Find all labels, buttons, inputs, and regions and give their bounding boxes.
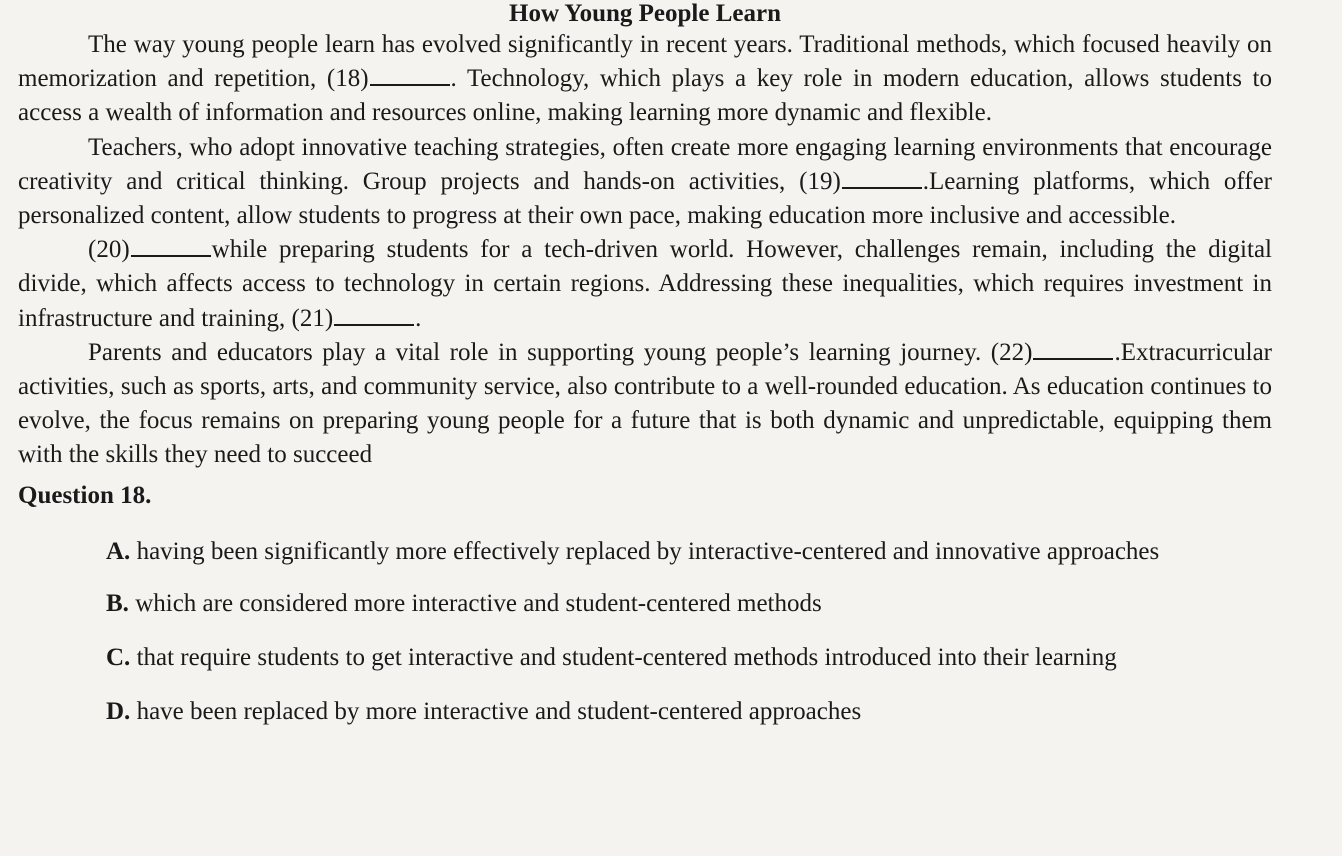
paragraph-4 <box>18 336 1272 473</box>
answer-blank-20 <box>131 254 211 257</box>
answer-blank-19 <box>842 186 922 189</box>
option-text: that require students to get interactive and student-centered methods introduced into their learning <box>130 643 1117 671</box>
option-letter: A. <box>106 537 131 565</box>
option-text: have been replaced by more interactive and student-centered approaches <box>130 697 862 725</box>
option-letter: C. <box>106 643 131 671</box>
paragraph-3 <box>18 233 1272 336</box>
paragraph-text: The way young people learn has evolved significantly in recent years. Traditional methods, which focused heavily on memorization and repetition, (18) <box>18 31 1272 93</box>
paragraph-text: .Extracurricular activities, such as sports, arts, and community service, also contribute to a well-rounded education. As education continues to evolve, the focus remains on preparing young people for a future that is both dynamic and unpredictable, equipping them with the skills they need to succeed <box>18 338 1272 469</box>
paragraph-text: (20) <box>88 236 130 264</box>
paragraph-2 <box>18 131 1272 234</box>
document-title: How Young People Learn <box>509 0 781 27</box>
option-text: which are considered more interactive and student-centered methods <box>128 589 822 617</box>
paragraph-text: while preparing students for a tech-driven world. However, challenges remain, including the digital divide, which affects access to technology in certain regions. Addressing these inequalities, which requires investment in infrastructure and training, (21) <box>18 236 1272 332</box>
answer-blank-22 <box>1033 357 1113 360</box>
option-c <box>18 641 1272 675</box>
paragraph-text: . <box>415 304 422 332</box>
paragraph-text: . Technology, which plays a key role in modern education, allows students to access a wealth of information and resources online, making learning more dynamic and flexible. <box>18 65 1273 127</box>
option-text: having been significantly more effectively replaced by interactive-centered and innovative approaches <box>130 537 1160 565</box>
paragraph-text: Parents and educators play a vital role in supporting young people’s learning journey. (22) <box>88 338 1033 366</box>
option-b <box>18 587 1272 621</box>
paragraph-1 <box>18 28 1272 131</box>
option-a <box>18 535 1272 569</box>
answer-blank-18 <box>370 83 450 86</box>
question-label: Question 18. <box>18 481 152 509</box>
option-letter: D. <box>106 697 131 725</box>
option-letter: B. <box>106 589 129 617</box>
option-d <box>18 695 1272 729</box>
answer-blank-21 <box>334 323 414 326</box>
paragraph-text: .Learning platforms, which offer personalized content, allow students to progress at their own pace, making education more inclusive and accessible. <box>18 167 1273 230</box>
paragraph-text: Teachers, who adopt innovative teaching strategies, often create more engaging learning environments that encourage creativity and critical thinking. Group projects and hands-on activities, (19) <box>18 133 1272 195</box>
